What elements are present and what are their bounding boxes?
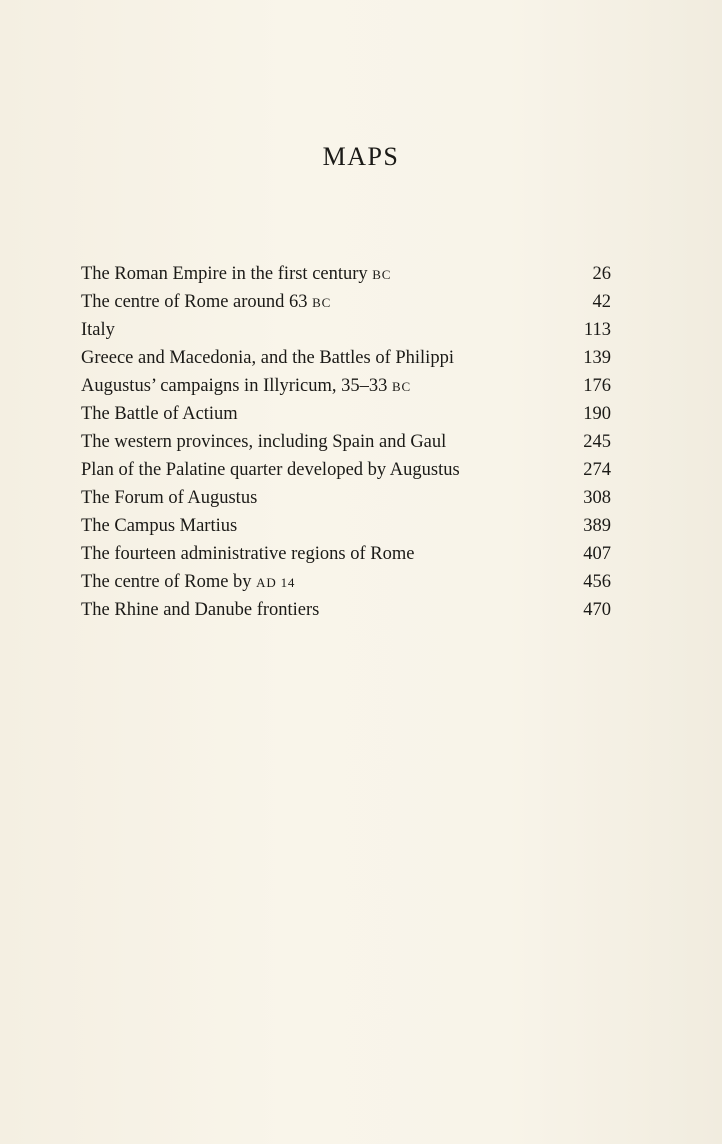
list-item: [81, 372, 611, 400]
list-item: [81, 288, 611, 316]
entry-page: 190: [583, 404, 611, 424]
list-item: [81, 540, 611, 568]
entry-page: 470: [583, 600, 611, 620]
page-title: MAPS: [322, 142, 400, 171]
entry-title: The fourteen administrative regions of Rome: [81, 544, 415, 564]
entry-page: 245: [583, 432, 611, 452]
entry-page: 139: [583, 348, 611, 368]
entry-page: 176: [583, 376, 611, 396]
list-item: [81, 568, 611, 596]
entry-title: The Roman Empire in the first century BC: [81, 264, 392, 284]
entry-page: 42: [592, 292, 611, 312]
list-item: [81, 428, 611, 456]
list-item: [81, 484, 611, 512]
entry-page: 26: [592, 264, 611, 284]
list-item: [81, 344, 611, 372]
entry-title: The Rhine and Danube frontiers: [81, 600, 320, 620]
entry-page: 456: [583, 572, 611, 592]
entry-title: The Campus Martius: [81, 516, 238, 536]
entry-title: The centre of Rome around 63 BC: [81, 292, 332, 312]
entry-page: 389: [583, 516, 611, 536]
list-item: [81, 316, 611, 344]
list-item: [81, 400, 611, 428]
list-item: [81, 456, 611, 484]
entry-title: The Forum of Augustus: [81, 488, 258, 508]
entry-title: The Battle of Actium: [81, 404, 238, 424]
list-item: [81, 260, 611, 288]
entry-page: 308: [583, 488, 611, 508]
entry-title: Plan of the Palatine quarter developed by Augustus: [81, 460, 460, 480]
list-item: [81, 512, 611, 540]
entry-title: The western provinces, including Spain and Gaul: [81, 432, 447, 452]
entry-title: Augustus’ campaigns in Illyricum, 35–33 BC: [81, 376, 411, 396]
entry-title: Italy: [81, 320, 115, 340]
entry-page: 274: [583, 460, 611, 480]
list-item: [81, 596, 611, 624]
maps-list: [81, 260, 611, 624]
entry-title: The centre of Rome by AD 14: [81, 572, 296, 592]
entry-title: Greece and Macedonia, and the Battles of Philippi: [81, 348, 454, 368]
entry-page: 407: [583, 544, 611, 564]
entry-page: 113: [583, 320, 611, 340]
